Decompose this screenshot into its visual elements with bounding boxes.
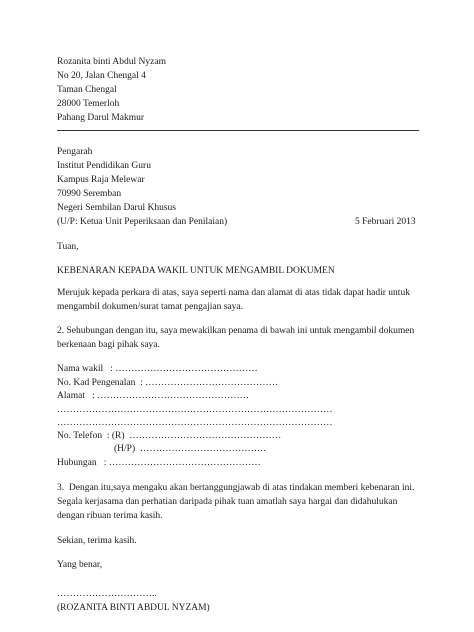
field-alamat-line: …………………………………………………………………………… [57, 418, 333, 428]
sender-address-line: 28000 Temerloh [57, 99, 120, 109]
recipient-address-line: 70990 Seremban [57, 189, 122, 199]
recipient-address-line: Institut Pendidikan Guru [57, 161, 151, 171]
paragraph-1-line: Merujuk kepada perkara di atas, saya seperti nama dan alamat di atas tidak dapat hadir untuk [57, 288, 410, 298]
paragraph-1-line: mengambil dokumen/surat tamat pengajian saya. [57, 302, 243, 312]
sender-address-line: Taman Chengal [57, 85, 117, 95]
field-alamat: Alamat : ………………………………………… [57, 391, 250, 401]
signature-line: ………………………….. [57, 589, 157, 599]
paragraph-3-line: 3. Dengan itu,saya mengaku akan bertanggungjawab di atas tindakan memberi kebenaran ini. [57, 483, 415, 493]
salutation: Tuan, [57, 242, 79, 252]
sender-address-line: Pahang Darul Makmur [57, 113, 145, 123]
subject-line: KEBENARAN KEPADA WAKIL UNTUK MENGAMBIL DOKUMEN [57, 266, 335, 276]
closing-text: Sekian, terima kasih. [57, 536, 137, 546]
paragraph-2-line: 2. Sehubungan dengan itu, saya mewakilkan penama di bawah ini untuk mengambil dokumen [57, 326, 415, 336]
paragraph-3-line: Segala kerjasama dan perhatian daripada pihak tuan amatlah saya hargai dan didahulukan [57, 497, 398, 507]
letterhead-divider [57, 130, 419, 131]
sender-address-line: No 20, Jalan Chengal 4 [57, 71, 146, 81]
field-hubungan: Hubungan : ………………………………………… [57, 458, 261, 468]
recipient-title: Pengarah [57, 147, 93, 157]
recipient-address-line: Negeri Sembilan Darul Khusus [57, 203, 176, 213]
field-alamat-line: …………………………………………………………………………… [57, 405, 333, 415]
field-telefon-rumah: No. Telefon : (R) ………………………………………… [57, 431, 282, 441]
signatory-name: (ROZANITA BINTI ABDUL NYZAM) [57, 603, 210, 613]
field-telefon-hp: (H/P) …………………………………. [57, 444, 266, 454]
paragraph-3-line: dengan ribuan terima kasih. [57, 511, 163, 521]
sign-off: Yang benar, [57, 560, 103, 570]
recipient-attention: (U/P: Ketua Unit Peperiksaan dan Penilaian) [57, 217, 228, 227]
field-nama-wakil: Nama wakil : ……………………………………… [57, 364, 258, 374]
sender-name: Rozanita binti Abdul Nyzam [57, 57, 166, 67]
field-no-kad-pengenalan: No. Kad Pengenalan : …………………………………… [57, 378, 279, 388]
paragraph-2-line: berkenaan bagi pihak saya. [57, 340, 160, 350]
recipient-address-line: Kampus Raja Melewar [57, 175, 145, 185]
letter-date: 5 Februari 2013 [355, 217, 416, 227]
